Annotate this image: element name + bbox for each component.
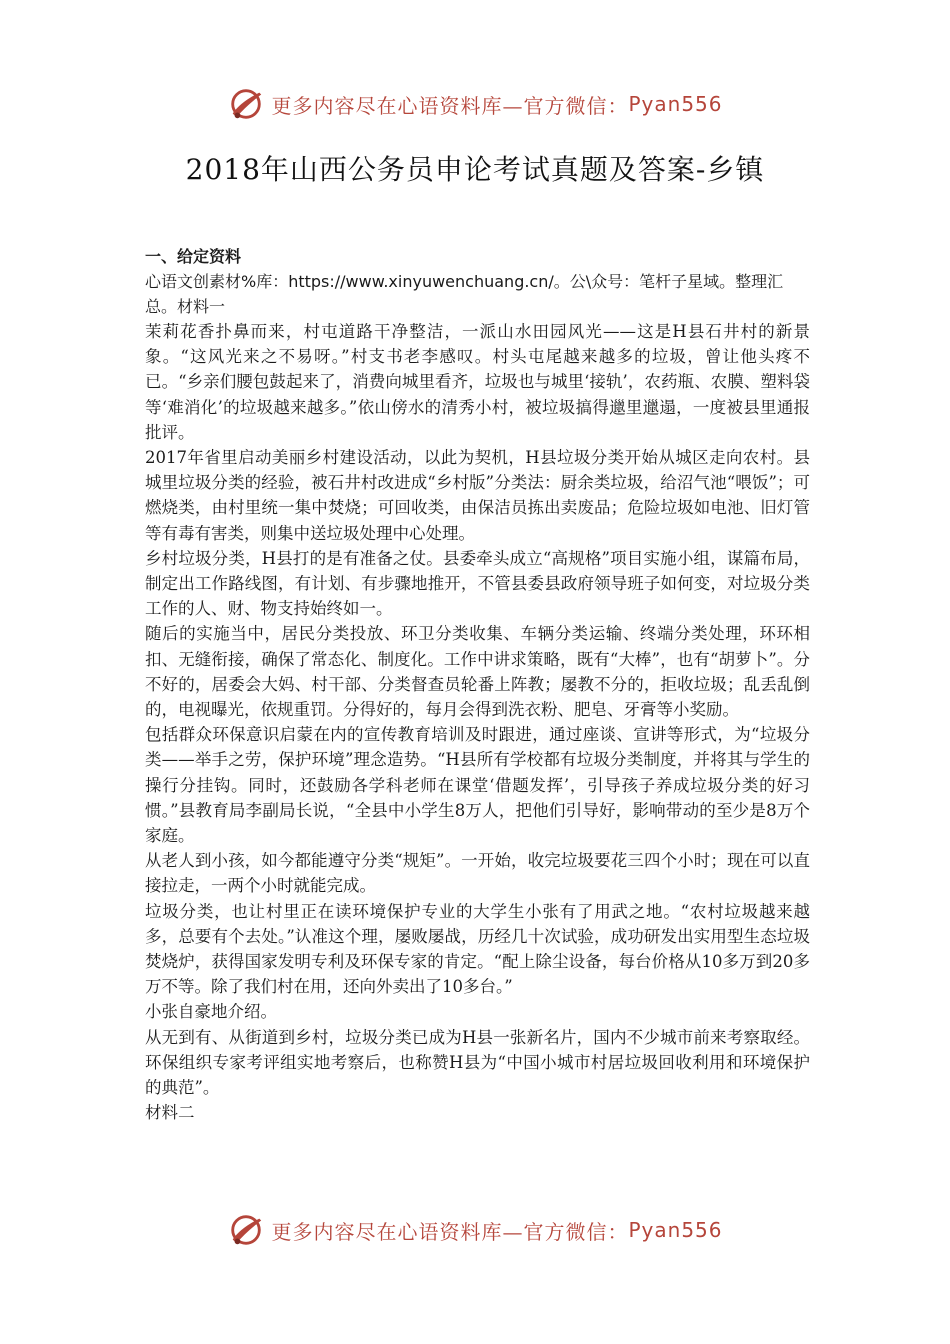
paragraph: 茉莉花香扑鼻而来，村屯道路干净整洁，一派山水田园风光——这是H县石井村的新景象。“这风光来之不易呀。”村支书老李感叹。村头屯尾越来越多的垃圾，曾让他头疼不已。“乡亲们腰包鼓起来了，消费向城里看齐，垃圾也与城里‘接轨’，农药瓶、农膜、塑料袋等‘难消化’的垃圾越来越多。”依山傍水的清秀小村，被垃圾搞得邋里邋遢，一度被县里通报批评。 (145, 322, 810, 442)
footer-watermark-banner (0, 1208, 950, 1252)
paragraph: 从无到有、从街道到乡村，垃圾分类已成为H县一张新名片，国内不少城市前来考察取经。环保组织专家考评组实地考察后，也称赞H县为“中国小城市村居垃圾回收利用和环境保护的典范”。 (145, 1027, 810, 1098)
paragraph: 包括群众环保意识启蒙在内的宣传教育培训及时跟进，通过座谈、宣讲等形式，为“垃圾分类——举手之劳，保护环境”理念造势。“H县所有学校都有垃圾分类制度，并将其与学生的操行分挂钩。同时，还鼓励各学科老师在课堂‘借题发挥’，引导孩子养成垃圾分类的好习惯。”县教育局李副局长说，“全县中小学生8万人，把他们引导好，影响带动的至少是8万个家庭。 (145, 725, 810, 846)
material-label: 材料二 (145, 1103, 195, 1123)
document-body (145, 244, 810, 1126)
banner-wechat-id: Pyan556 (628, 1218, 723, 1242)
banner-text: 更多内容尽在心语资料库—官方微信： (271, 1219, 629, 1244)
banner-text: 更多内容尽在心语资料库—官方微信： (271, 93, 629, 118)
header-watermark-banner (0, 82, 950, 126)
brush-logo-icon (227, 1211, 265, 1249)
paragraph: 小张自豪地介绍。 (145, 1002, 277, 1022)
paragraph: 2017年省里启动美丽乡村建设活动，以此为契机，H县垃圾分类开始从城区走向农村。县城里垃圾分类的经验，被石井村改进成“乡村版”分类法：厨余类垃圾，给沼气池“喂饭”；可燃烧类，由村里统一集中焚烧；可回收类，由保洁员拣出卖废品；危险垃圾如电池、旧灯管等有毒有害类，则集中送垃圾处理中心处理。 (145, 448, 810, 543)
paragraph: 随后的实施当中，居民分类投放、环卫分类收集、车辆分类运输、终端分类处理，环环相扣、无缝衔接，确保了常态化、制度化。工作中讲求策略，既有“大棒”，也有“胡萝卜”。分不好的，居委会大妈、村干部、分类督查员轮番上阵教；屡教不分的，拒收垃圾；乱丢乱倒的，电视曝光，依规重罚。分得好的，每月会得到洗衣粉、肥皂、牙膏等小奖励。 (145, 624, 810, 720)
banner-wechat-id: Pyan556 (628, 92, 723, 116)
paragraph: 乡村垃圾分类，H县打的是有准备之仗。县委牵头成立“高规格”项目实施小组，谋篇布局，制定出工作路线图，有计划、有步骤地推开，不管县委县政府领导班子如何变，对垃圾分类工作的人、财、物支持始终如一。 (145, 548, 810, 619)
section-heading: 一、给定资料 (145, 247, 242, 266)
document-title: 2018年山西公务员申论考试真题及答案-乡镇 (185, 153, 765, 186)
brush-logo-icon (227, 85, 265, 123)
paragraph: 垃圾分类，也让村里正在读环境保护专业的大学生小张有了用武之地。“农村垃圾越来越多，总要有个去处。”认准这个理，屡败屡战，历经几十次试验，成功研发出实用型生态垃圾焚烧炉，获得国家发明专利及环保专家的肯定。“配上除尘设备，每台价格从10多万到20多万不等。除了我们村在用，还向外卖出了10多台。” (145, 901, 810, 997)
paragraph: 从老人到小孩，如今都能遵守分类“规矩”。一开始，收完垃圾要花三四个小时；现在可以直接拉走，一两个小时就能完成。 (145, 851, 810, 896)
source-line: 心语文创素材%库：https://www.xinyuwenchuang.cn/。公\众号：笔杆子星域。整理汇总。材料一 (145, 272, 784, 316)
